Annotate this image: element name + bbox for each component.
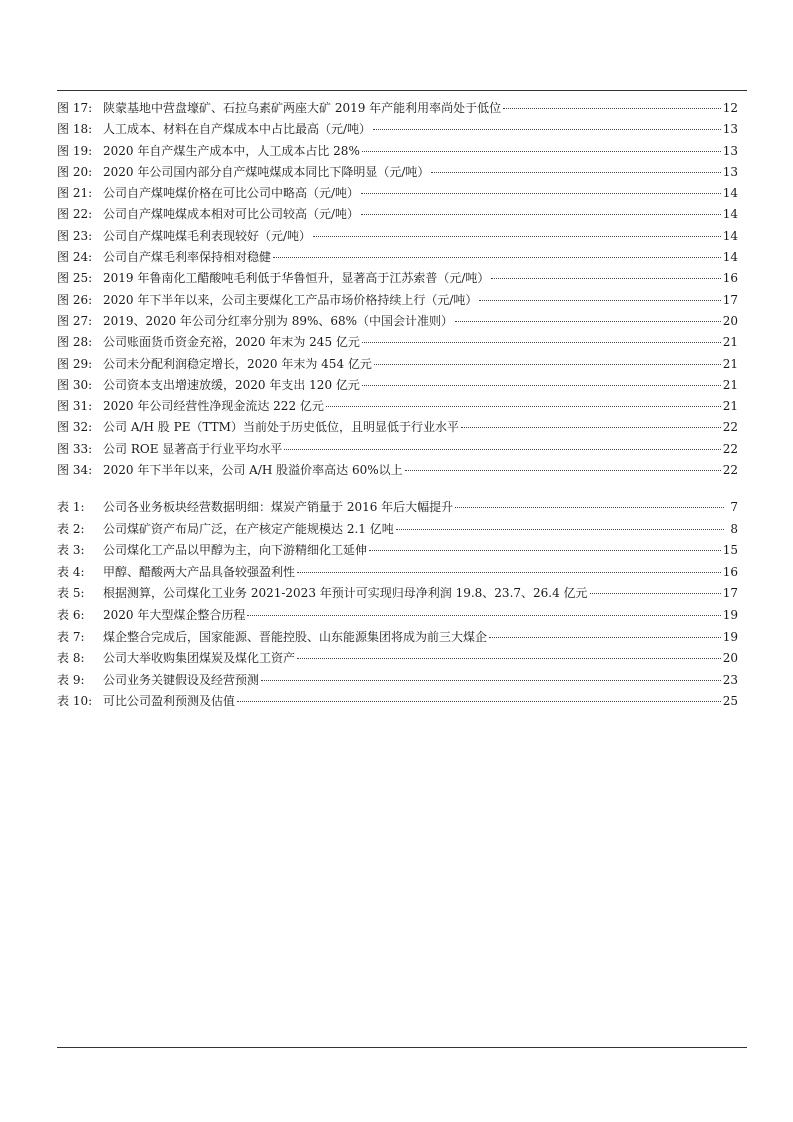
dot-leader (431, 171, 720, 173)
entry-page: 7 (730, 500, 738, 514)
entry-title: 公司 A/H 股 PE（TTM）当前处于历史低位，且明显低于行业水平 (103, 420, 459, 435)
toc-entry-table-3[interactable] (57, 540, 738, 562)
entry-page: 13 (722, 122, 738, 137)
entry-title: 公司未分配利润稳定增长，2020 年末为 454 亿元 (103, 356, 372, 371)
dot-leader (247, 614, 720, 616)
dot-leader (489, 636, 721, 638)
dot-leader (261, 679, 721, 681)
dot-leader (361, 192, 721, 194)
entry-page: 22 (722, 463, 738, 478)
entry-label: 表 8: (57, 651, 85, 666)
entry-label: 图 21: (57, 186, 93, 201)
toc-entry-figure-32[interactable] (57, 417, 738, 438)
entry-label: 图 29: (57, 356, 93, 371)
entry-label: 图 31: (57, 399, 93, 414)
entry-title: 陕蒙基地中营盘壕矿、石拉乌素矿两座大矿 2019 年产能利用率尚处于低位 (103, 101, 502, 115)
entry-title: 2020 年公司经营性净现金流达 222 亿元 (103, 399, 324, 414)
entry-label: 图 23: (57, 228, 93, 243)
entry-page: 15 (722, 543, 738, 558)
entry-title: 根据测算，公司煤化工业务 2021-2023 年预计可实现归母净利润 19.8、23.7、26.4 亿元 (103, 586, 588, 601)
entry-title: 煤企整合完成后，国家能源、晋能控股、山东能源集团将成为前三大煤企 (103, 629, 488, 644)
entry-label: 图 33: (57, 441, 93, 456)
dot-leader (479, 299, 720, 301)
entry-label: 表 1: (57, 500, 85, 514)
entry-page: 22 (722, 420, 738, 435)
entry-page: 16 (722, 564, 738, 579)
dot-leader (373, 128, 721, 130)
toc-entry-table-4[interactable] (57, 562, 738, 584)
toc-entry-figure-33[interactable] (57, 439, 738, 460)
entry-title: 公司自产煤毛利率保持相对稳健 (103, 250, 272, 265)
entry-page: 19 (722, 607, 738, 622)
toc-entry-table-5[interactable] (57, 583, 738, 605)
toc-entry-figure-34[interactable] (57, 460, 738, 481)
entry-title: 公司 ROE 显著高于行业平均水平 (103, 441, 283, 456)
entry-page: 19 (722, 629, 738, 644)
entry-label: 图 30: (57, 377, 93, 392)
dot-leader (362, 384, 721, 386)
entry-label: 图 19: (57, 143, 93, 158)
entry-page: 8 (730, 521, 738, 536)
entry-title: 可比公司盈利预测及估值 (103, 694, 236, 709)
entry-page: 14 (722, 250, 738, 265)
entry-label: 图 17: (57, 101, 93, 115)
entry-title: 甲醇、醋酸两大产品具备较强盈利性 (103, 564, 296, 579)
dot-leader (362, 150, 721, 152)
dot-leader (284, 448, 720, 450)
entry-title: 公司大举收购集团煤炭及煤化工资产 (103, 651, 296, 666)
entry-page: 16 (722, 271, 738, 286)
entry-title: 2019 年鲁南化工醋酸吨毛利低于华鲁恒升，显著高于江苏索普（元/吨） (103, 271, 490, 286)
entry-label: 图 20: (57, 164, 93, 179)
figure-list (57, 98, 738, 481)
entry-label: 表 3: (57, 543, 85, 558)
dot-leader (369, 549, 721, 551)
entry-label: 图 28: (57, 335, 93, 350)
dot-leader (491, 277, 720, 279)
entry-page: 22 (722, 441, 738, 456)
entry-label: 图 22: (57, 207, 93, 222)
entry-label: 表 4: (57, 564, 85, 579)
toc-entry-figure-24[interactable] (57, 247, 738, 268)
toc-entry-table-8[interactable] (57, 648, 738, 670)
entry-label: 表 10: (57, 694, 93, 709)
entry-title: 公司自产煤吨煤成本相对可比公司较高（元/吨） (103, 207, 360, 222)
toc-entry-figure-20[interactable] (57, 162, 738, 183)
entry-title: 2020 年大型煤企整合历程 (103, 607, 246, 622)
entry-label: 图 25: (57, 271, 93, 286)
entry-page: 12 (722, 101, 738, 115)
dot-leader (374, 363, 721, 365)
entry-label: 图 34: (57, 463, 93, 478)
dot-leader (297, 571, 721, 573)
toc-entry-table-2[interactable] (57, 519, 738, 541)
dot-leader (590, 592, 721, 594)
entry-title: 公司煤化工产品以甲醇为主，向下游精细化工延伸 (103, 543, 368, 558)
dot-leader (455, 506, 724, 508)
footer-rule (57, 1047, 747, 1048)
toc-entry-figure-25[interactable] (57, 268, 738, 289)
dot-leader (297, 657, 721, 659)
toc-entry-figure-21[interactable] (57, 183, 738, 204)
toc-entry-figure-30[interactable] (57, 375, 738, 396)
entry-title: 公司业务关键假设及经营预测 (103, 672, 260, 687)
entry-label: 表 5: (57, 586, 85, 601)
dot-leader (326, 405, 721, 407)
toc-entry-figure-31[interactable] (57, 396, 738, 417)
toc-entry-figure-17[interactable] (57, 98, 738, 119)
entry-title: 公司账面货币资金充裕，2020 年末为 245 亿元 (103, 335, 360, 350)
entry-title: 2020 年公司国内部分自产煤吨煤成本同比下降明显（元/吨） (103, 164, 430, 179)
entry-page: 21 (722, 399, 738, 414)
entry-page: 20 (722, 313, 738, 328)
entry-title: 公司自产煤吨煤价格在可比公司中略高（元/吨） (103, 186, 360, 201)
entry-page: 23 (722, 672, 738, 687)
entry-page: 17 (722, 292, 738, 307)
dot-leader (396, 528, 724, 530)
toc-entry-figure-27[interactable] (57, 311, 738, 332)
dot-leader (313, 235, 721, 237)
entry-title: 公司各业务板块经营数据明细：煤炭产销量于 2016 年后大幅提升 (103, 500, 454, 514)
toc-entry-figure-26[interactable] (57, 290, 738, 311)
entry-title: 人工成本、材料在自产煤成本中占比最高（元/吨） (103, 122, 372, 137)
entry-page: 14 (722, 186, 738, 201)
entry-title: 公司煤矿资产布局广泛，在产核定产能规模达 2.1 亿吨 (103, 521, 394, 536)
dot-leader (361, 213, 721, 215)
entry-page: 13 (722, 143, 738, 158)
dot-leader (273, 256, 721, 258)
toc-entry-table-9[interactable] (57, 670, 738, 692)
toc-entry-table-10[interactable] (57, 691, 738, 713)
entry-title: 2020 年下半年以来，公司主要煤化工产品市场价格持续上行（元/吨） (103, 292, 478, 307)
entry-page: 21 (722, 356, 738, 371)
toc-entry-figure-18[interactable] (57, 119, 738, 140)
header-rule (57, 90, 747, 91)
entry-label: 表 2: (57, 521, 85, 536)
entry-label: 表 9: (57, 672, 85, 687)
entry-page: 20 (722, 651, 738, 666)
toc-entry-figure-22[interactable] (57, 204, 738, 225)
dot-leader (455, 320, 721, 322)
toc-entry-figure-19[interactable] (57, 141, 738, 162)
toc-entry-figure-23[interactable] (57, 226, 738, 247)
toc-entry-table-7[interactable] (57, 627, 738, 649)
toc-entry-table-6[interactable] (57, 605, 738, 627)
dot-leader (362, 341, 721, 343)
entry-page: 21 (722, 377, 738, 392)
dot-leader (461, 426, 721, 428)
entry-label: 表 7: (57, 629, 85, 644)
entry-page: 14 (722, 228, 738, 243)
entry-label: 图 27: (57, 313, 93, 328)
toc-entry-figure-28[interactable] (57, 332, 738, 353)
entry-page: 21 (722, 335, 738, 350)
toc-entry-table-1[interactable] (57, 497, 738, 519)
entry-label: 图 32: (57, 420, 93, 435)
entry-label: 表 6: (57, 607, 85, 622)
toc-entry-figure-29[interactable] (57, 354, 738, 375)
table-list (57, 497, 738, 713)
dot-leader (237, 700, 721, 702)
entry-title: 2020 年下半年以来，公司 A/H 股溢价率高达 60%以上 (103, 463, 403, 478)
entry-page: 14 (722, 207, 738, 222)
entry-label: 图 18: (57, 122, 93, 137)
entry-page: 17 (722, 586, 738, 601)
entry-label: 图 24: (57, 250, 93, 265)
entry-page: 13 (722, 164, 738, 179)
entry-title: 2019、2020 年公司分红率分别为 89%、68%（中国会计准则） (103, 313, 454, 328)
dot-leader (503, 107, 721, 109)
entry-label: 图 26: (57, 292, 93, 307)
entry-title: 2020 年自产煤生产成本中，人工成本占比 28% (103, 143, 360, 158)
entry-page: 25 (722, 694, 738, 709)
dot-leader (405, 469, 721, 471)
entry-title: 公司自产煤吨煤毛利表现较好（元/吨） (103, 228, 312, 243)
entry-title: 公司资本支出增速放缓，2020 年支出 120 亿元 (103, 377, 360, 392)
